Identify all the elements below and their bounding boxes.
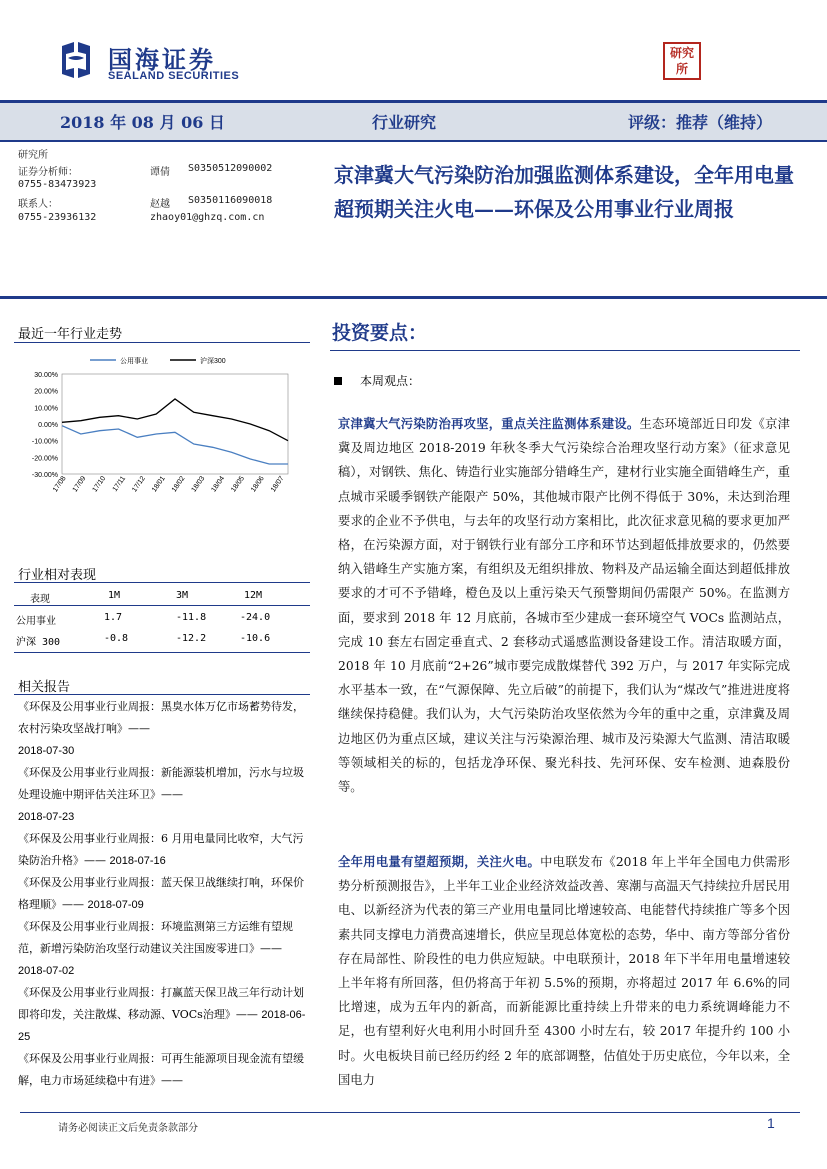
perf-header-12m: 12M (244, 590, 263, 601)
related-report-item[interactable] (18, 762, 310, 828)
perf-row-value: -0.8 (104, 633, 129, 644)
analyst-phone-1: 0755-83473923 (18, 179, 97, 190)
perf-row-label: 公用事业 (16, 616, 56, 627)
y-tick-label: 30.00% (34, 372, 58, 379)
analyst-id-1: S0350512090002 (188, 163, 273, 174)
paragraph-air-pollution (338, 412, 790, 799)
x-tick-label: 18/03 (190, 475, 207, 494)
related-heading: 相关报告 (18, 680, 71, 695)
perf-row-value: 1.7 (104, 612, 123, 623)
related-report-item[interactable] (18, 1048, 310, 1092)
x-tick-label: 17/12 (131, 475, 147, 494)
y-tick-label: 20.00% (34, 388, 58, 396)
paragraph-lead: 京津冀大气污染防治再攻坚，重点关注监测体系建设。 (338, 416, 640, 431)
y-tick-label: -30.00% (31, 472, 58, 479)
x-tick-label: 18/02 (170, 475, 187, 494)
x-tick-label: 18/05 (230, 475, 247, 494)
perf-rule (14, 582, 310, 583)
related-rule (14, 694, 310, 695)
perf-row-label: 沪深 300 (16, 637, 61, 648)
paragraph-body: 生态环境部近日印发《京津冀及周边地区 2018-2019 年秋冬季大气污染综合治理攻坚行动方案》（征求意见稿），对钢铁、焦化、铸造行业实施部分错峰生产，建材行业实施全面错峰生产，重点城市采暖季钢铁产能限产 50%，其他城市限产比例不得低于 30%，未达到治理要求的企业不予供电，与去年的攻坚行动方案相比，此次征求意见稿的要求更加严格，在污染源方面，对于钢铁行业有部分工序和环节达到超低排放要求的，仍然要纳入错峰生产实施方案，有组织及无组织排放、物料及产品运输全面达到超低排放要求的才可不予错峰，橙色及以上重污染天气预警期间仍需限产 50%。在监测方面，要求到 2018 年 12 月底前，各城市至少建成一套环境空气 VOCs 监测站点，完成 10 套左右固定垂直式、2 套移动式遥感监测设备建设工作。清洁取暖方面，2018 年 10 月底前“2+26”城市要完成散煤替代 392 万户，与 2017 年实际完成水平基本一致，在“气源保障、先立后破”的前提下，我们认为“煤改气”推进进度将继续保持稳健。我们认为，大气污染防治攻坚依然为今年的重中之重，京津冀及周边地区仍为重点区域，建议关注与污染源治理、城市及污染源大气监测、清洁取暖等领域相关的标的，包括龙净环保、聚光科技、先河环保、安车检测、迪森股份等。 (338, 417, 790, 795)
report-rating: 评级：推荐（维持） (628, 113, 773, 132)
weekly-view-label: 本周观点： (360, 374, 421, 388)
y-tick-label: -10.00% (31, 438, 58, 446)
footer-rule (20, 1112, 800, 1113)
related-report-date: 2018-07-09 (87, 899, 144, 911)
contact-email[interactable]: zhaoy01@ghzq.com.cn (150, 212, 265, 223)
analyst-dept: 研究所 (18, 150, 48, 161)
perf-heading: 行业相对表现 (18, 568, 97, 583)
y-tick-label: -20.00% (31, 455, 58, 463)
series-line (62, 399, 288, 441)
related-report-item[interactable] (18, 982, 310, 1048)
related-report-date: 2018-07-16 (109, 855, 166, 867)
perf-header-rule (14, 605, 310, 606)
perf-row-value: -12.2 (176, 633, 207, 644)
related-report-date: 2018-06-25 (18, 1009, 306, 1043)
page-number: 1 (767, 1115, 775, 1131)
perf-row-value: -10.6 (240, 633, 271, 644)
related-report-date: 2018-07-30 (18, 745, 75, 757)
key-points-rule (330, 350, 800, 351)
x-tick-label: 18/07 (269, 475, 286, 494)
x-tick-label: 18/01 (150, 475, 167, 494)
related-report-item[interactable] (18, 828, 310, 872)
header-divider (0, 296, 827, 299)
plot-frame (62, 374, 288, 474)
x-tick-label: 18/04 (210, 475, 227, 494)
bullet-square-icon (334, 377, 342, 385)
perf-header-1m: 1M (108, 590, 121, 601)
contact-role: 联系人： (18, 199, 58, 210)
legend-label: 沪深300 (200, 358, 226, 365)
x-tick-label: 17/11 (111, 475, 128, 494)
related-report-title: 《环保及公用事业行业周报：打赢蓝天保卫战三年行动计划即将印发，关注散煤、移动源、VOCs治理》—— (18, 986, 304, 1021)
related-report-item[interactable] (18, 872, 310, 916)
contact-phone: 0755-23936132 (18, 212, 97, 223)
key-points-heading: 投资要点： (332, 322, 428, 344)
footer-disclaimer: 请务必阅读正文后免责条款部分 (58, 1123, 198, 1134)
paragraph-lead: 全年用电量有望超预期，关注火电。 (338, 854, 541, 869)
report-title: 京津冀大气污染防治加强监测体系建设，全年用电量超预期关注火电——环保及公用事业行业周报 (334, 163, 794, 221)
related-report-item[interactable] (18, 916, 310, 982)
analyst-role-1: 证券分析师： (18, 167, 78, 178)
legend-label: 公用事业 (120, 358, 148, 365)
contact-name: 赵越 (150, 199, 170, 210)
paragraph-body: 中电联发布《2018 年上半年全国电力供需形势分析预测报告》，上半年工业企业经济效益改善、寒潮与高温天气持续拉升居民用电、以新经济为代表的第三产业用电量同比增速较高、电能替代持续推广等多个因素共同支撑电力消费高速增长，供应呈现总体宽松的态势，华中、南方等部分省份存在局部性、阶段性的电力供应短缺。中电联预计，2018 年下半年用电量增速较上半年将有所回落，但仍将高于年初 5.5%的预期，亦将超过 2017 年 6.6%的同比增速，成为五年内的新高，而新能源比重持续上升带来的电力系统调峰能力不足，也有望利好火电利用小时回升至 4300 小时左右，较 2017 年提升约 100 小时。火电板块目前已经历约经 2 年的底部调整，估值处于历史底位，今年以来，全国电力 (338, 855, 790, 1087)
trend-rule (14, 342, 310, 343)
related-report-title: 《环保及公用事业行业周报：蓝天保卫战继续打响，环保价格理顺》—— (18, 876, 304, 911)
related-report-date: 2018-07-23 (18, 811, 75, 823)
trend-heading: 最近一年行业走势 (18, 327, 123, 342)
related-report-date: 2018-07-02 (18, 965, 75, 977)
contact-id: S0350116090018 (188, 195, 273, 206)
company-name-en: SEALAND SECURITIES (108, 70, 240, 82)
report-type: 行业研究 (372, 113, 437, 132)
x-tick-label: 18/06 (250, 475, 266, 494)
x-tick-label: 17/09 (71, 475, 88, 494)
perf-bottom-rule (14, 652, 310, 653)
company-logo-icon (58, 40, 94, 80)
y-tick-label: 10.00% (34, 405, 58, 413)
perf-header-3m: 3M (176, 590, 189, 601)
related-report-title: 《环保及公用事业行业周报：可再生能源项目现金流有望缓解，电力市场延续稳中有进》—— (18, 1052, 304, 1087)
series-line (62, 426, 288, 464)
y-tick-label: 0.00% (38, 422, 58, 429)
x-tick-label: 17/10 (91, 475, 108, 494)
report-date: 2018 年 08 月 06 日 (60, 113, 225, 132)
related-report-title: 《环保及公用事业行业周报：黑臭水体万亿市场蓄势待发，农村污染攻坚战打响》—— (18, 700, 304, 735)
perf-row-value: -11.8 (176, 612, 207, 623)
perf-header-label: 表现 (30, 594, 50, 605)
company-name-cn: 国海证券 (108, 46, 216, 74)
perf-row-value: -24.0 (240, 612, 271, 623)
analyst-name-1: 谭倩 (150, 167, 170, 178)
related-report-title: 《环保及公用事业行业周报：6 月用电量同比收窄，大气污染防治升格》—— (18, 832, 304, 867)
related-report-item[interactable] (18, 696, 310, 762)
related-report-title: 《环保及公用事业行业周报：新能源装机增加，污水与垃圾处理设施中期评估关注环卫》—— (18, 766, 304, 801)
industry-trend-chart (14, 350, 304, 500)
research-seal: 研究所 (663, 42, 701, 80)
paragraph-power-demand (338, 850, 790, 1092)
related-report-title: 《环保及公用事业行业周报：环境监测第三方运维有望规范，新增污染防治攻坚行动建议关注国废零进口》—— (18, 920, 293, 955)
x-tick-label: 17/08 (51, 475, 68, 494)
